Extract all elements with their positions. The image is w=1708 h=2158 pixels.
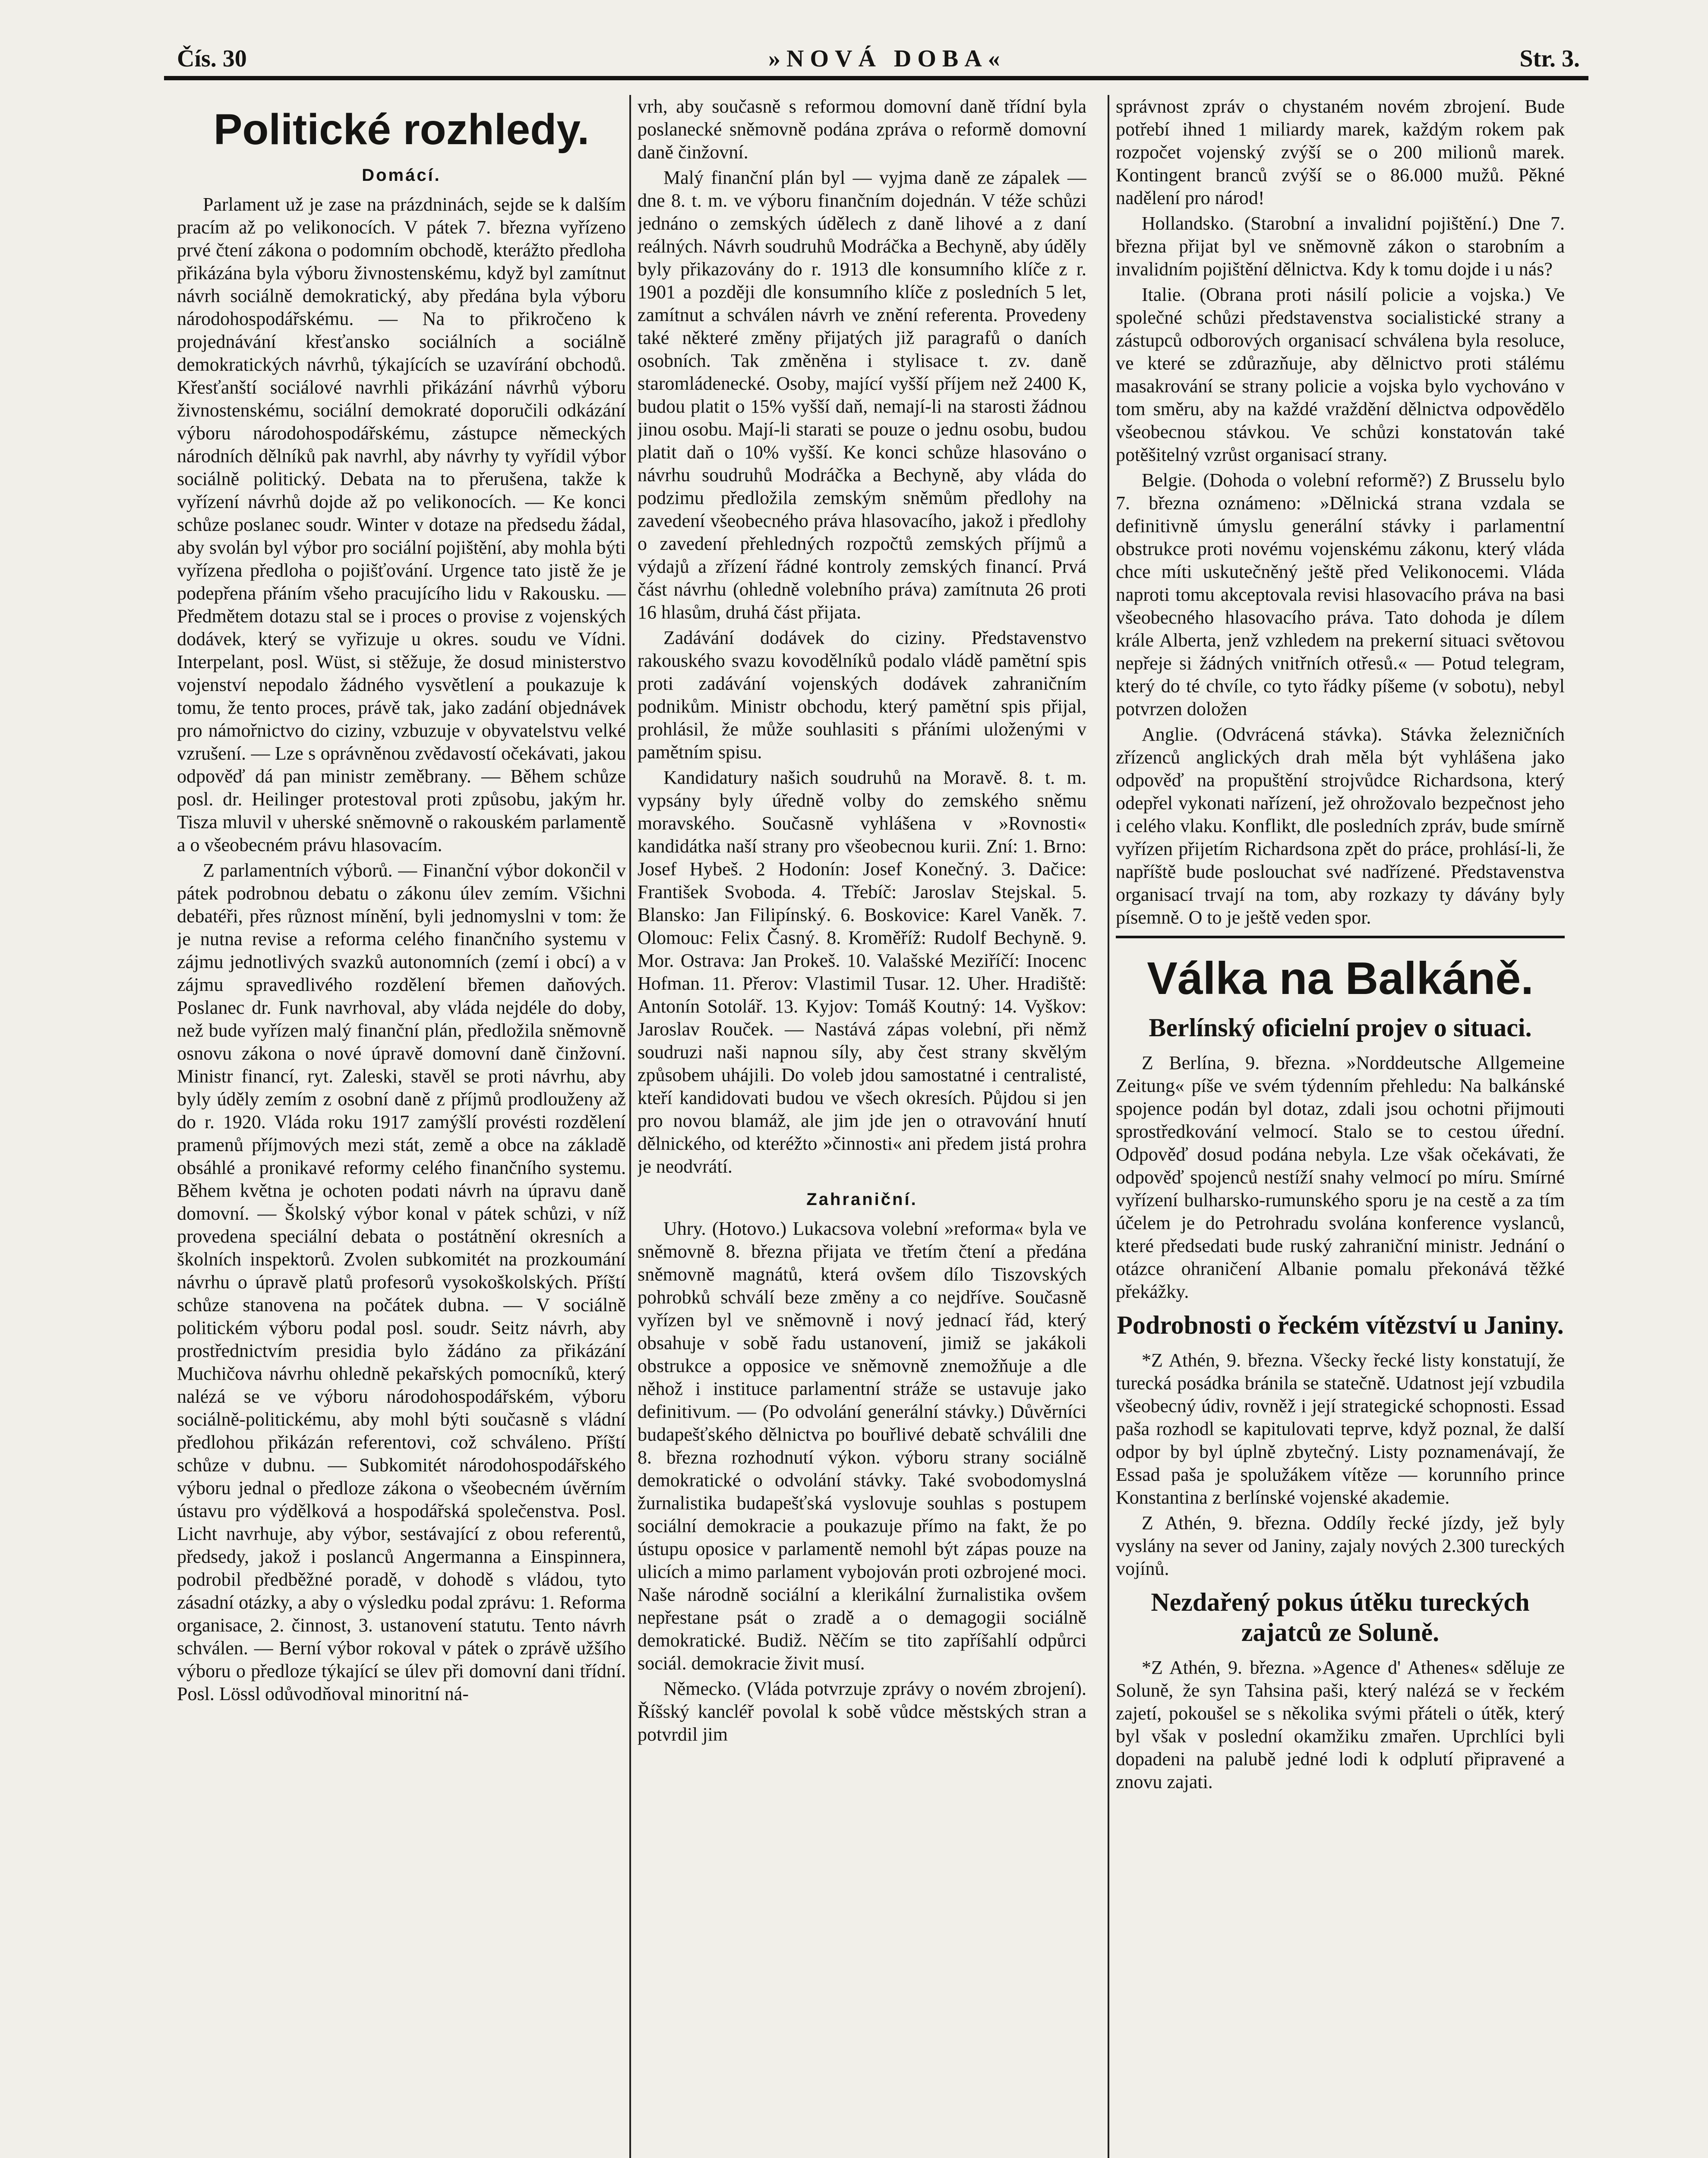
article-paragraph: Z parlamentních výborů. — Finanční výbor dokončil v pátek podrobnou debatu o zákonu úlev zemím. Všichni debatéři, přes různost mínění, byli jednomyslni v tom: že je nutna revise a reforma celého finančního systemu v zájmu jednotlivých svazků autonomních (zemí i obcí) a v zájmu spravedlivého rozdělení břemen daňových. Poslanec dr. Funk navrhoval, aby vláda nejdéle do doby, než bude vyřízen malý finanční plán, předložila sněmovně osnovu zákona o nové úpravě domovní daně činžovní. Ministr financí, ryt. Zaleski, stavěl se proti návrhu, aby byly úděly zemím z osobní daně z příjmů prodlouženy až do r. 1920. Vláda roku 1917 zamýšlí provésti rozdělení pramenů příjmových mezi stát, země a obce na základě obsáhlé a pronikavé reformy celého finančního systemu. Během května je ochoten podati návrh na úpravu daně domovní. — Školský výbor konal v pátek schůzi, v níž provedena speciální debata o postátnění okresních a školních inspektorů. Zvolen subkomitét na prozkoumání návrhu o úpravě platů profesorů vysokoškolských. Příští schůze stanovena na počátek dubna. — V sociálně politickém výboru podal posl. soudr. Seitz návrh, aby prostřednictvím presidia bylo žádáno za přikázání Muchičova návrhu ohledně pekařských pomocníků, který nalézá se ve výboru národohospodářském, výboru sociálně-politickému, aby mohl býti současně s vládní předlohou přikázán referentovi, což schváleno. Příští schůze v dubnu. — Subkomitét národohospodářského výboru jednal o předloze zákona o všeobecném úvěrním ústavu pro výdělková a hospodářská společenstva. Posl. Licht navrhuje, aby výbor, sestávající z obou referentů, předsedy, jakož i poslanců Angermanna a Einspinnera, podrobil předběžné poradě, v dohodě s vládou, tyto zásadní otázky, a aby o výsledku podal zprávu: 1. Reforma organisace, 2. činnost, 3. ustanovení statutu. Tento návrh schválen. — Berní výbor rokoval v pátek o zprávě užšího výboru o předloze týkající se úlev při domovní dani třídní. Posl. Lössl odůvodňoval minoritní ná- xyxy=(177,860,626,1704)
article-paragraph: Německo. (Vláda potvrzuje zprávy o novém zbrojení). Říšský kancléř povolal k sobě vůdce městských stran a potvrdil jim xyxy=(638,1678,1086,1745)
article-paragraph: Belgie. (Dohoda o volební reformě?) Z Brusselu bylo 7. března oznámeno: »Dělnická strana vzdala se definitivně úmyslu generální stávky i parlamentní obstrukce proti novému vojenskému zákonu, který vláda chce míti uskutečněný ještě před Velikonocemi. Vláda naproti tomu akceptovala revisi hlasovacího práva na basi všeobecného hlasovacího práva. Tato dohoda je dílem krále Alberta, jenž vzhledem na prekerní situaci světovou nepřeje si žádných vnitřních otřesů.« — Potud telegram, který do té chvíle, co tyto řádky píšeme (v sobotu), nebyl potvrzen doložen xyxy=(1116,470,1565,719)
article-paragraph: správnost zpráv o chystaném novém zbrojení. Bude potřebí ihned 1 miliardy marek, každým rokem pak rozpočet vojenský zvýší se o 200 milionů marek. Kontingent branců zvýší se o 86.000 mužů. Pěkné nadělení pro národ! xyxy=(1116,96,1565,208)
article-headline: Berlínský oficielní projev o situaci. xyxy=(1149,1013,1532,1042)
masthead: »NOVÁ DOBA« xyxy=(768,45,1006,72)
section-subtitle: Zahraniční. xyxy=(806,1190,918,1209)
section-subtitle: Domácí. xyxy=(362,166,441,185)
section-title: Politické rozhledy. xyxy=(213,105,590,154)
article-paragraph: Malý finanční plán byl — vyjma daně ze zápalek — dne 8. t. m. ve výboru finančním dojednán. V téže schůzi jednáno o zemských údělech z daně lihové a z daní reálných. Návrh soudruhů Modráčka a Bechyně, aby úděly byly přikazovány do r. 1913 dle konsumního klíče z r. 1901 a později dle konsumního klíče z posledních 5 let, zamítnut a schválen návrh ve znění referenta. Provedeny také některé změny přijatých již paragrafů o daních osobních. Tak změněna i stylisace t. zv. daně staromládenecké. Osoby, mající vyšší příjem než 2400 K, budou platit o 15% vyšší daň, nemají-li na starosti žádnou jinou osobu. Mají-li starati se pouze o jednu osobu, budou platit daň o 10% vyšší. Ke konci schůze hlasováno o návrhu soudruhů Modráčka a Bechyně, aby vláda do podzimu předložila zemským sněmům předlohy na zavedení všeobecného práva hlasovacího, jakož i předlohy o zavedení přehledných rozpočtů zemských příjmů a výdajů a zřízení řádné kontroly zemských financí. Prvá část návrhu (ohledně volebního práva) zamítnuta 26 proti 16 hlasům, druhá část přijata. xyxy=(638,167,1086,623)
column-3 xyxy=(1116,95,1565,2158)
article-paragraph: Uhry. (Hotovo.) Lukacsova volební »reforma« byla ve sněmovně 8. března přijata ve třetím čtení a předána sněmovně magnátů, která ovšem dílo Tiszovských pohrobků schválí beze změny a co nejdříve. Současně vyřízen byl ve sněmovně i nový jednací řád, který obsahuje v sobě řadu ustanovení, jimiž se jakákoli obstrukce a opposice ve sněmovně znemožňuje a dle něhož i instituce parlamentní stráže se ustavuje jako definitivum. — (Po odvolání generální stávky.) Důvěrníci budapešťského dělnictva po bouřlivé debatě schválili dne 8. března rozhodnutí výkon. výboru strany sociálně demokratické o odvolání stávky. Také svobodomyslná žurnalistika budapešťská vyslovuje souhlas s postupem sociální demokracie a poukazuje přímo na fakt, že po ústupu oposice v parlamentě nemohl být zápas pouze na ulicích a mimo parlament vybojován proti ozbrojené moci. Naše národně sociální a klerikální žurnalistika ovšem nepřestane psát o zradě a o demagogii sociálně demokratické. Budiž. Něčím se tito zapříšahlí odpůrci sociál. demokracie živit musí. xyxy=(638,1218,1086,1674)
page-header xyxy=(164,41,1588,72)
page-number: Str. 3. xyxy=(1519,45,1580,72)
article-paragraph: vrh, aby současně s reformou domovní daně třídní byla poslanecké sněmovně podána zpráva o reformě domovní daně činžovní. xyxy=(638,96,1086,163)
article-paragraph: Zadávání dodávek do ciziny. Představenstvo rakouského svazu kovodělníků podalo vládě pamětní spis proti zadávání vojenských dodávek zahraničním podnikům. Ministr obchodu, který pamětní spis přijal, prohlásil, že může souhlasiti s přáními uloženými v pamětním spisu. xyxy=(638,627,1086,763)
article-paragraph: Parlament už je zase na prázdninách, sejde se k dalším pracím až po velikonocích. V pátek 7. března vyřízeno prvé čtení zákona o podomním obchodě, kterážto předloha přikázána byla výboru živnostenskému, když byl zamítnut návrh sociálně demokratický, aby předána byla výboru národohospodářskému. — Na to přikročeno k projednávání křesťansko sociálních a sociálně demokratických návrhů, týkajících se uzavírání obchodů. Křesťanští sociálové navrhli přikázání návrhů výboru živnostenskému, sociální demokraté doporučili odkázání výboru národohospodářskému, zástupce německých národních dělníků pak navrhl, aby návrhy ty vyřídil výbor sociálně politický. Debata na to přerušena, takže k vyřízení návrhů dojde až po velikonocích. — Ke konci schůze poslanec soudr. Winter v dotaze na předsedu žádal, aby svolán byl výbor pro sociální pojištění, aby mohla býti vyřízena předloha o pojišťování. Urgence tato jistě že je podepřena přáním všeho pracujícího lidu v Rakousku. — Předmětem dotazu stal se i proces o provise z vojenských dodávek, který se vyřizuje u okres. soudu ve Vídni. Interpelant, posl. Wüst, si stěžuje, že dosud ministerstvo vojenství nepodalo žádného vysvětlení a poukazuje k tomu, že tento proces, právě tak, jako zadání objednávek pro námořnictvo do ciziny, vzbuzuje v obyvatelstvu velké vzrušení. — Lze s oprávněnou zvědavostí očekávati, jakou odpověď dá pan ministr zeměbrany. — Během schůze posl. dr. Heilinger protestoval proti způsobu, jakým hr. Tisza mluvil v uherské sněmovně o rakouském parlamentě a o všeobecném právu hlasovacím. xyxy=(177,194,626,855)
article-headline: Nezdařený pokus útěku tureckých zajatců ze Soluně. xyxy=(1151,1588,1530,1647)
column-divider xyxy=(1108,95,1109,2158)
article-paragraph: Anglie. (Odvrácená stávka). Stávka železničních zřízenců anglických drah měla být vyhlášena jako odpověď na propuštění strojvůdce Richardsona, který odepřel vykonati nařízení, jež ohrožovalo bezpečnost jeho i celého vlaku. Konflikt, dle posledních zpráv, bude smírně vyřízen přijetím Richardsona zpět do práce, prohlásí-li, že napříště bude poslouchat své nadřízené. Představenstva organisací trvají na tom, aby rozkazy ty dávány byly písemně. O to je ještě veden spor. xyxy=(1116,724,1565,928)
column-1 xyxy=(177,95,626,2158)
article-paragraph: Kandidatury našich soudruhů na Moravě. 8. t. m. vypsány byly úředně volby do zemského sněmu moravského. Současně vyhlášena v »Rovnosti« kandidátka naší strany pro všeobecnou kurii. Zní: 1. Brno: Josef Hybeš. 2 Hodonín: Josef Konečný. 3. Dačice: František Svoboda. 4. Třebíč: Jaroslav Stejskal. 5. Blansko: Jan Filipínský. 6. Boskovice: Karel Vaněk. 7. Olomouc: Felix Časný. 8. Kroměříž: Rudolf Bechyně. 9. Mor. Ostrava: Jan Prokeš. 10. Valašské Meziříčí: Inocenc Hofman. 11. Přerov: Vlastimil Tusar. 12. Uher. Hradiště: Antonín Sotolář. 13. Kyjov: Tomáš Koutný: 14. Vyškov: Jaroslav Rouček. — Nastává zápas volební, při němž soudruzi naši napnou síly, aby čest strany skvělým způsobem uhájili. Do voleb jdou samostatné i centralisté, kteří kandidovati budou ve všech okresích. Půjdou si jen pro novou blamáž, ale jim jde jen o otravování hnutí dělnického, od kteréžto »činnosti« ani předem jistá prohra je neodvrátí. xyxy=(638,767,1086,1177)
article-headline: Podrobnosti o řeckém vítězství u Janiny. xyxy=(1117,1311,1564,1339)
article-paragraph: Z Berlína, 9. března. »Norddeutsche Allgemeine Zeitung« píše ve svém týdenním přehledu: Na balkánské spojence podán byl dotaz, zdali jsou ochotni přijmouti sprostředkování velmocí. Stalo se to cestou úřední. Odpověď dosud podána nebyla. Lze však očekávati, že odpověď spojenců nestíží snahy velmocí po míru. Smírné vyřízení bulharsko-rumunského sporu je na cestě a za tím účelem je do Petrohradu svolána konference vyslanců, které předsedati bude ruský zahraniční ministr. Jednání o otázce ohraničení Albanie pomalu překonává těžké překážky. xyxy=(1116,1052,1565,1302)
column-2 xyxy=(638,95,1086,2158)
section-rule xyxy=(1116,936,1565,938)
column-divider xyxy=(629,95,631,2158)
war-section-title: Válka na Balkáně. xyxy=(1147,953,1534,1004)
article-paragraph: Z Athén, 9. března. Oddíly řecké jízdy, jež byly vyslány na sever od Janiny, zajaly nových 2.300 tureckých vojínů. xyxy=(1116,1512,1565,1579)
header-rule xyxy=(164,76,1588,80)
article-paragraph: Italie. (Obrana proti násilí policie a vojska.) Ve společné schůzi představenstva socialistické strany a zástupců odborových organisací schválena byla resoluce, ve které se zdůrazňuje, aby dělnictvo proti stálému masakrování se strany policie a vojska bylo vychováno v tom směru, aby na každé vraždění dělnictva odpovědělo všeobecnou stávkou. Ve schůzi konstatován také potěšitelný vzrůst organisací strany. xyxy=(1116,284,1565,465)
article-paragraph: *Z Athén, 9. března. »Agence d' Athenes« sděluje ze Soluně, že syn Tahsina paši, který nalézá se v řeckém zajetí, pokoušel se s několika svými přáteli o útěk, který byl však v poslední okamžiku zmařen. Uprchlíci byli dopadeni na palubě jedné lodi k odplutí připravené a znovu zajati. xyxy=(1116,1657,1565,1792)
issue-number: Čís. 30 xyxy=(177,45,247,72)
article-paragraph: *Z Athén, 9. března. Všecky řecké listy konstatují, že turecká posádka bránila se statečně. Udatnost její vzbudila všeobecný údiv, rovněž i její strategické schopnosti. Essad paša rozhodl se kapitulovati teprve, když poznal, že další odpor by byl úplně zbytečný. Listy poznamenávají, že Essad paša je spolužákem vítěze — korunního prince Konstantina z berlínské vojenské akademie. xyxy=(1116,1350,1565,1508)
article-paragraph: Hollandsko. (Starobní a invalidní pojištění.) Dne 7. března přijat byl ve sněmovně zákon o starobním a invalidním pojištění dělnictva. Kdy k tomu dojde i u nás? xyxy=(1116,213,1565,280)
